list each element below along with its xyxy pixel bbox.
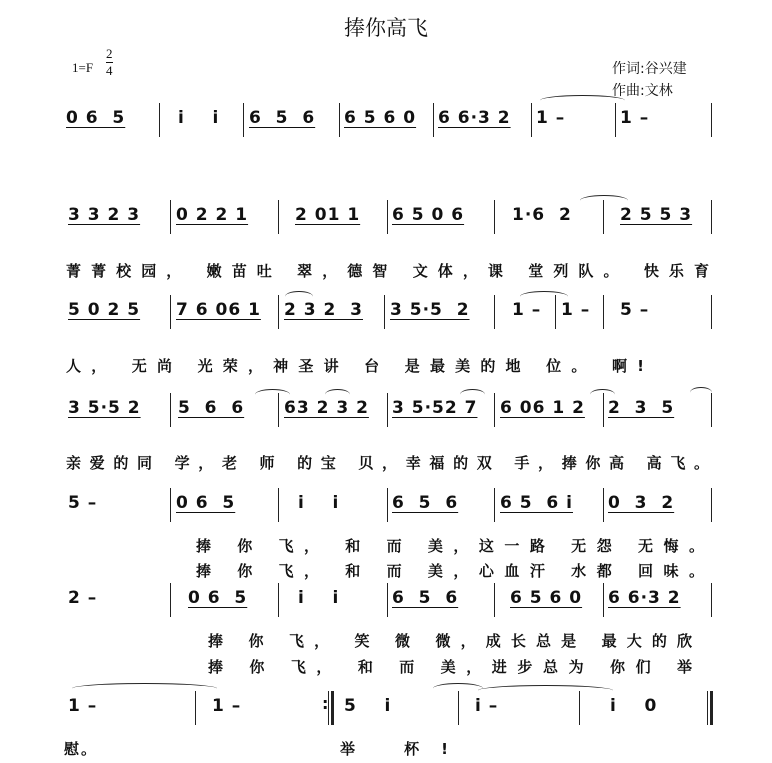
measure: i 0 (610, 696, 658, 716)
barline (494, 393, 495, 427)
tie (590, 389, 615, 400)
barline (243, 103, 244, 137)
measure: i i (298, 493, 340, 513)
lyric-line: 人， 无尚 光荣，神圣讲 台 是最美的地 位。 啊! (66, 357, 646, 375)
barline (387, 200, 388, 234)
measure: 6 5 6 0 (510, 588, 583, 608)
time-signature (106, 46, 113, 79)
tie (433, 683, 483, 694)
measure: 63 2 3 2 (284, 398, 369, 418)
repeat-barline (328, 691, 329, 725)
tie (520, 291, 568, 302)
barline (494, 200, 495, 234)
measure: 0 3 2 (608, 493, 675, 513)
repeat-dots: : (322, 694, 329, 713)
measure: 2 3 2 3 (284, 300, 363, 320)
measure: 5 – (620, 300, 650, 320)
lyricist: 作词:谷兴建 (612, 61, 687, 77)
measure: i i (298, 588, 340, 608)
measure: i i (178, 108, 220, 128)
lyric-line: 举 杯! (340, 740, 450, 758)
lyric-line: 慰。 (64, 740, 99, 758)
barline (615, 103, 616, 137)
measure: 2 – (68, 588, 98, 608)
measure: 6 5 0 6 (392, 205, 465, 225)
measure: 0 6 5 (176, 493, 236, 513)
measure: 6 5 6 0 (344, 108, 417, 128)
measure: 3 3 2 3 (68, 205, 141, 225)
final-barline (707, 691, 708, 725)
barline (494, 488, 495, 522)
measure: 7 6 06 1 (176, 300, 261, 320)
barline (603, 583, 604, 617)
barline (579, 691, 580, 725)
barline (170, 295, 171, 329)
measure: 5 6 6 (178, 398, 245, 418)
measure: 5 – (68, 493, 98, 513)
barline (603, 295, 604, 329)
barline (494, 295, 495, 329)
repeat-barline-thick (331, 691, 334, 725)
measure: 3 5·5 2 (68, 398, 141, 418)
final-barline-thick (710, 691, 713, 725)
barline (494, 583, 495, 617)
barline (387, 583, 388, 617)
barline (711, 200, 712, 234)
lyric-line: 捧 你 飞， 和 而 美，这一路 无怨 无悔。 (196, 537, 706, 555)
tie (325, 389, 350, 400)
tie (255, 389, 290, 400)
tie (580, 195, 628, 206)
lyric-line: 捧 你 飞， 和 而 美，心血汗 水都 回味。 (196, 562, 706, 580)
lyric-line: 菁菁校园， 嫩苗吐 翠，德智 文体，课 堂列队。 快乐育 (66, 262, 711, 280)
measure: 6 5 6 (249, 108, 316, 128)
measure: 6 5 6 i (500, 493, 573, 513)
barline (711, 583, 712, 617)
barline (711, 103, 712, 137)
barline (433, 103, 434, 137)
lyric-line: 捧 你 飞， 和 而 美，进步总为 你们 举 (208, 658, 694, 676)
barline (170, 393, 171, 427)
measure: 6 06 1 2 (500, 398, 585, 418)
measure: 6 6·3 2 (608, 588, 681, 608)
barline (387, 393, 388, 427)
measure: 1 – (512, 300, 542, 320)
barline (278, 295, 279, 329)
time-sig-bottom: 4 (106, 63, 113, 78)
barline (711, 488, 712, 522)
barline (278, 583, 279, 617)
barline (195, 691, 196, 725)
barline (603, 488, 604, 522)
measure: 1 – (620, 108, 650, 128)
measure: i – (475, 696, 499, 716)
measure: 2 3 5 (608, 398, 675, 418)
lyric-line: 捧 你 飞， 笑 微 微，成长总是 最大的欣 (208, 632, 694, 650)
measure: 6 6·3 2 (438, 108, 511, 128)
measure: 1 – (536, 108, 566, 128)
measure: 5 0 2 5 (68, 300, 141, 320)
measure: 6 5 6 (392, 588, 459, 608)
measure: 3 5·5 2 (390, 300, 470, 320)
tie (285, 291, 313, 302)
barline (711, 393, 712, 427)
barline (170, 583, 171, 617)
lyric-line: 亲爱的同 学，老 师 的宝 贝，幸福的双 手，捧你高 高飞。 (66, 454, 711, 472)
tie (690, 387, 712, 398)
barline (384, 295, 385, 329)
tie (540, 95, 625, 106)
time-sig-top: 2 (106, 46, 113, 61)
barline (711, 295, 712, 329)
measure: 1 – (212, 696, 242, 716)
measure: 1 – (68, 696, 98, 716)
measure: 1·6 2 (512, 205, 572, 225)
measure: 0 6 5 (66, 108, 126, 128)
tie (460, 389, 485, 400)
measure: 5 i (344, 696, 392, 716)
measure: 2 5 5 3 (620, 205, 693, 225)
barline (170, 200, 171, 234)
measure: 1 – (561, 300, 591, 320)
barline (387, 488, 388, 522)
measure: 0 6 5 (188, 588, 248, 608)
barline (458, 691, 459, 725)
barline (339, 103, 340, 137)
composer: 作曲:文林 (612, 83, 673, 99)
measure: 6 5 6 (392, 493, 459, 513)
barline (170, 488, 171, 522)
barline (531, 103, 532, 137)
song-title: 捧你高飞 (344, 16, 428, 40)
barline (159, 103, 160, 137)
key-signature: 1=F (72, 60, 94, 75)
tie (72, 683, 217, 694)
tie (478, 685, 613, 696)
barline (278, 488, 279, 522)
measure: 2 01 1 (295, 205, 361, 225)
measure: 3 5·52 7 (392, 398, 478, 418)
barline (278, 200, 279, 234)
measure: 0 2 2 1 (176, 205, 249, 225)
